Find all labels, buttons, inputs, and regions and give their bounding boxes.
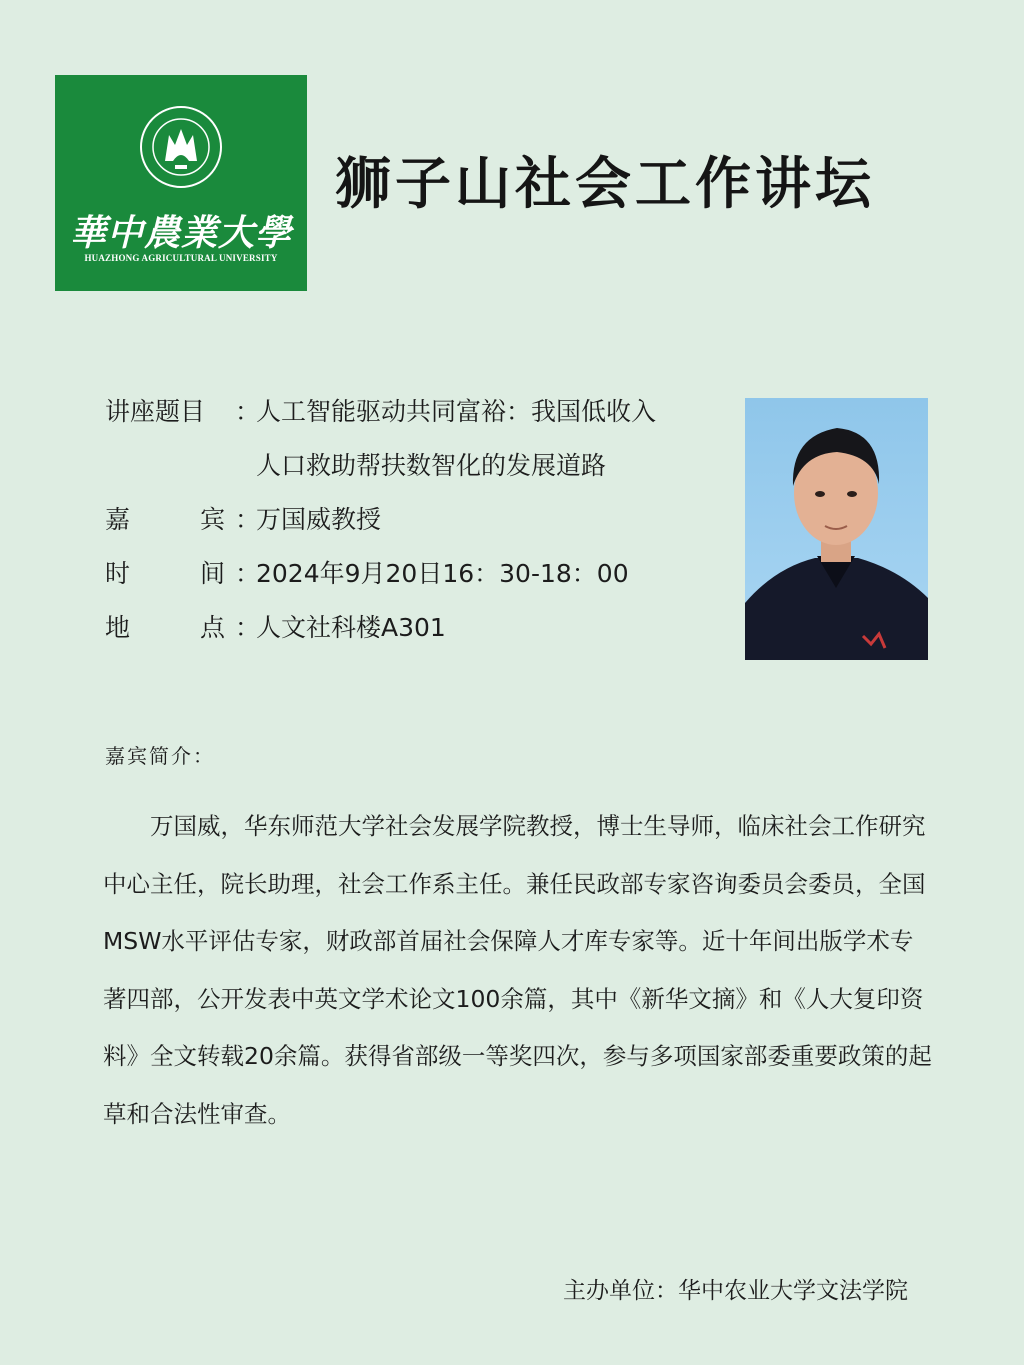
- lecture-info: [105, 392, 745, 662]
- guest-photo: [745, 398, 928, 660]
- university-logo: [55, 75, 307, 291]
- university-seal-icon: [139, 105, 223, 189]
- topic-value-line2: 人口救助帮扶数智化的发展道路: [256, 451, 607, 480]
- colon: ：: [235, 559, 261, 588]
- place-label-b: 点: [200, 613, 226, 642]
- place-label-a: 地: [105, 613, 131, 642]
- time-label-a: 时: [105, 559, 131, 588]
- colon: ：: [235, 505, 261, 534]
- guest-value: 万国威教授: [256, 505, 382, 534]
- time-row: [105, 554, 745, 608]
- guest-label-b: 宾: [200, 505, 226, 534]
- place-row: [105, 608, 745, 662]
- bio-heading: 嘉宾简介：: [105, 744, 215, 768]
- guest-row: [105, 500, 745, 554]
- university-name-cn: 華中農業大學: [69, 212, 292, 254]
- place-value: 人文社科楼A301: [256, 613, 446, 642]
- bio-text: 万国威，华东师范大学社会发展学院教授，博士生导师，临床社会工作研究中心主任，院长助理，社会工作系主任。兼任民政部专家咨询委员会委员，全国MSW水平评估专家，财政部首届社会保障人才库专家等。近十年间出版学术专著四部，公开发表中英文学术论文100余篇，其中《新华文摘》和《人大复印资料》全文转载20余篇。获得省部级一等奖四次，参与多项国家部委重要政策的起草和合法性审查。: [103, 812, 932, 1128]
- time-value: 2024年9月20日16：30-18：00: [256, 559, 629, 588]
- organizer: 主办单位：华中农业大学文法学院: [563, 1278, 908, 1304]
- university-name-en: HUAZHONG AGRICULTURAL UNIVERSITY: [84, 253, 278, 263]
- topic-row: [105, 392, 745, 500]
- colon: ：: [235, 613, 261, 642]
- time-label-b: 间: [200, 559, 226, 588]
- page-title: 狮子山社会工作讲坛: [335, 152, 875, 217]
- topic-label: 讲座题目: [105, 397, 206, 426]
- topic-value-line1: 人工智能驱动共同富裕：我国低收入: [256, 397, 657, 426]
- guest-portrait-icon: [745, 398, 928, 660]
- colon: ：: [235, 397, 261, 426]
- guest-label-a: 嘉: [105, 505, 131, 534]
